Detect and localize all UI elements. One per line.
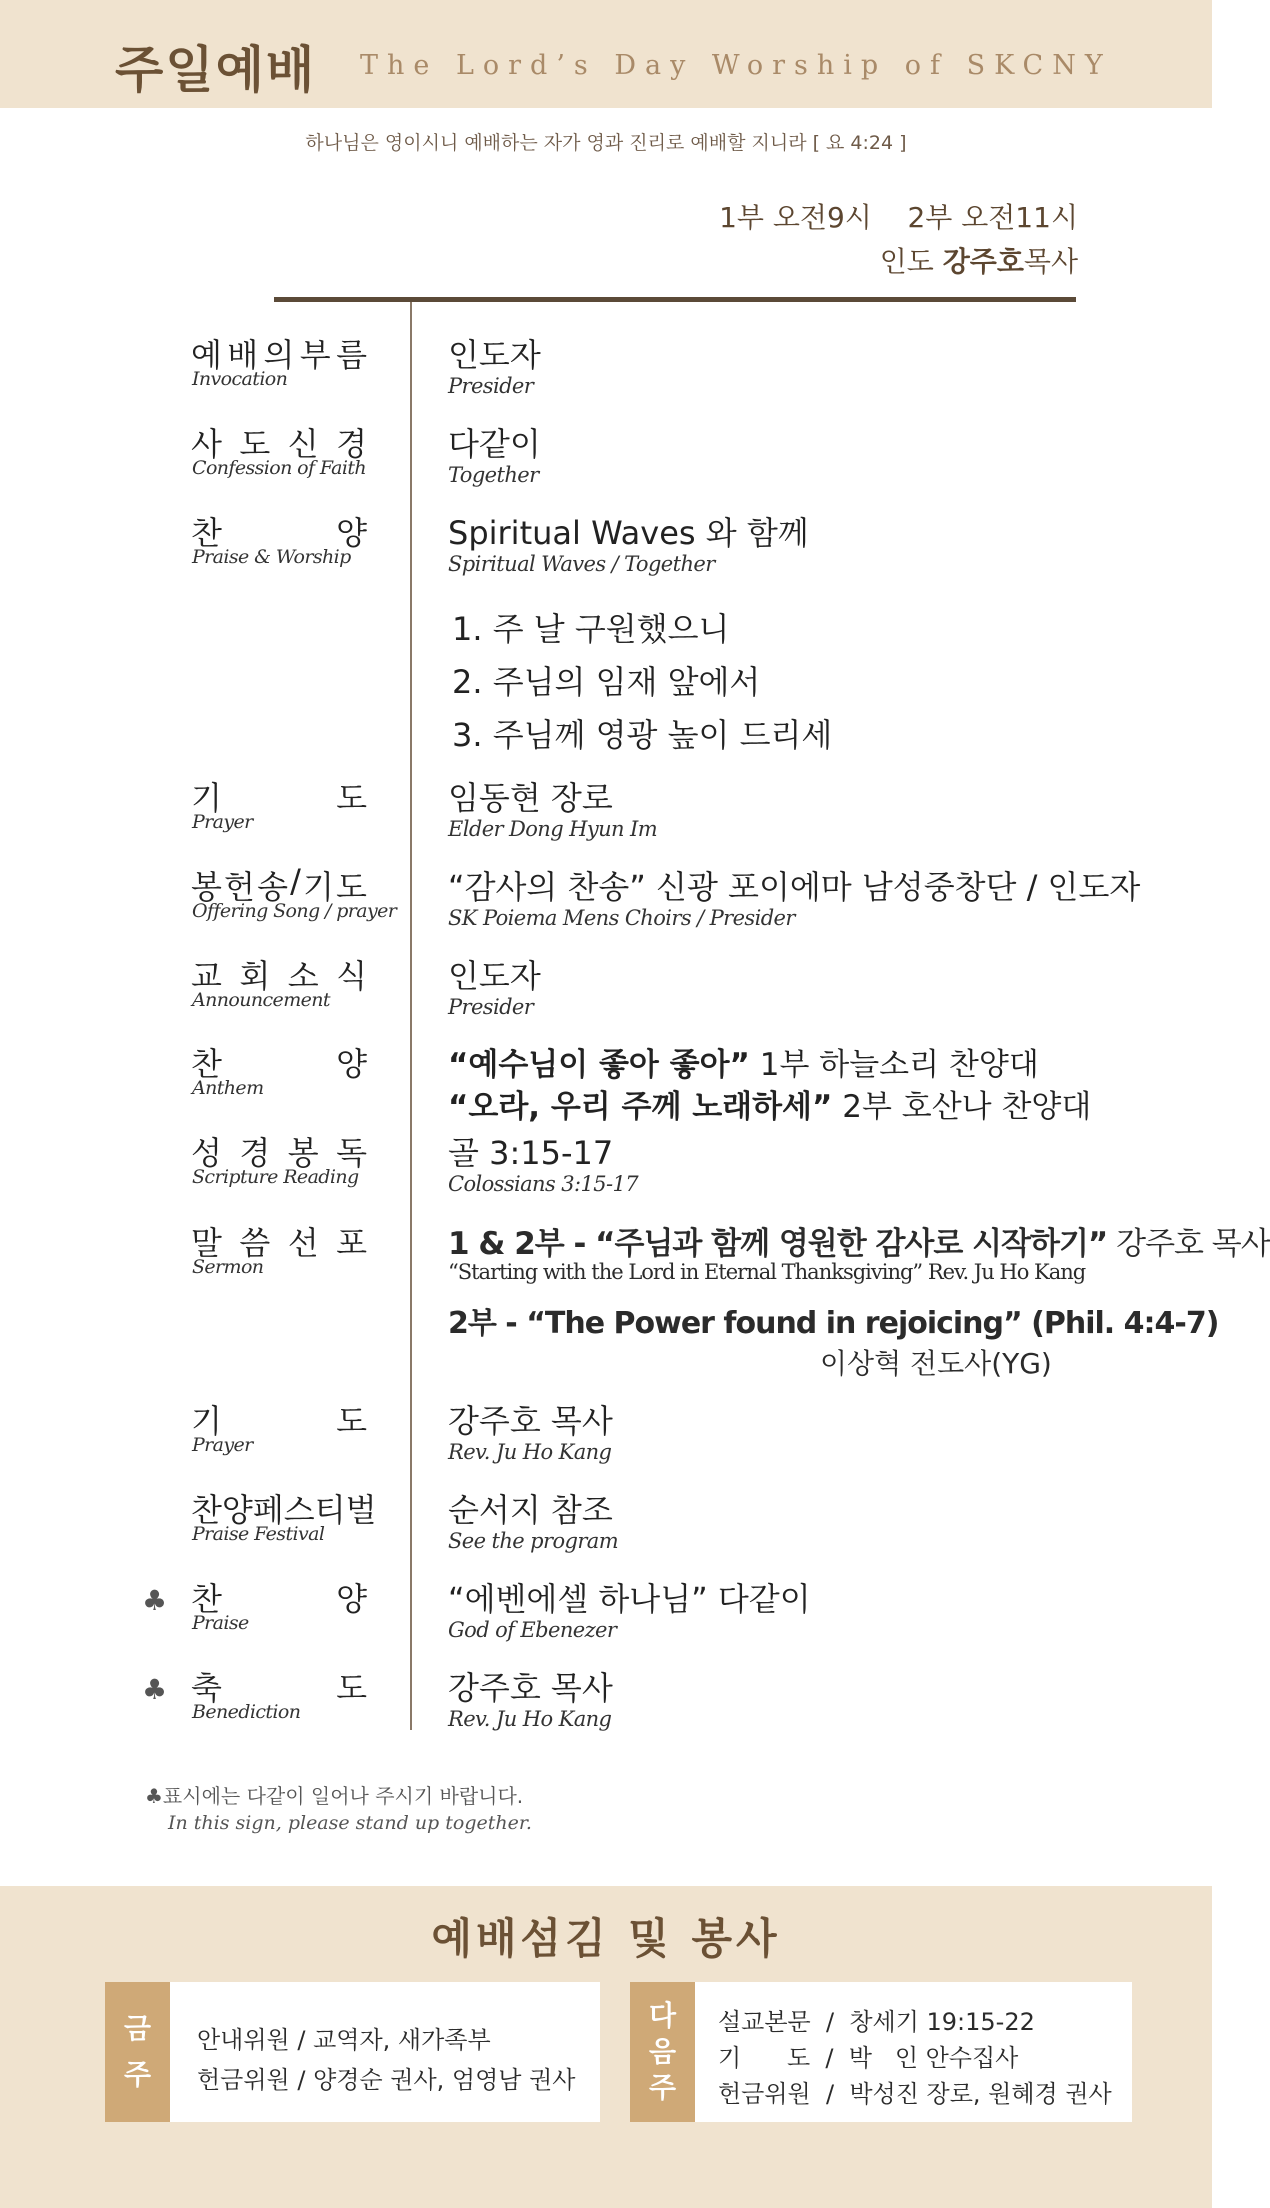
order-value-en: Presider bbox=[448, 374, 534, 398]
sermon-second-preacher: 이상혁 전도사(YG) bbox=[820, 1347, 1052, 1380]
order-value-en: Elder Dong Hyun Im bbox=[448, 817, 658, 841]
this-week-ushers: 안내위원 / 교역자, 새가족부 bbox=[197, 2026, 491, 2054]
order-label-char: 기 bbox=[191, 779, 222, 817]
order-label-en: Invocation bbox=[192, 368, 288, 390]
order-top-divider bbox=[274, 297, 1076, 302]
leader-prefix: 인도 bbox=[879, 245, 943, 278]
order-label-char: 찬 bbox=[191, 514, 222, 552]
order-label-char: 도 bbox=[239, 425, 271, 463]
order-label-char: 봉 bbox=[191, 868, 222, 906]
this-week-box bbox=[105, 1982, 600, 2122]
order-label-char: 예 bbox=[191, 336, 222, 374]
order-label-en: Anthem bbox=[192, 1077, 264, 1099]
order-label-char: 도 bbox=[336, 1402, 367, 1440]
order-label-char: 사 bbox=[191, 425, 222, 463]
order-value: 순서지 참조 bbox=[448, 1491, 613, 1529]
order-value-en: Together bbox=[448, 463, 539, 487]
page-subtitle: The Lord’s Day Worship of SKCNY bbox=[360, 50, 1112, 81]
service-time-line bbox=[719, 196, 1078, 240]
service-times bbox=[719, 196, 1078, 284]
order-label-char: 기 bbox=[302, 868, 334, 906]
anthem-title: “예수님이 좋아 좋아” bbox=[448, 1047, 750, 1083]
second-service-time: 2부 오전11시 bbox=[907, 201, 1078, 234]
order-label-char: 성 bbox=[191, 1134, 222, 1172]
order-label-char: 말 bbox=[191, 1224, 222, 1262]
song-item: 3. 주님께 영광 높이 드리세 bbox=[452, 716, 833, 754]
order-value-en: Spiritual Waves / Together bbox=[448, 552, 715, 576]
order-label-en: Offering Song / prayer bbox=[192, 900, 397, 922]
order-label-char: 기 bbox=[191, 1402, 222, 1440]
order-label-en: Prayer bbox=[192, 1434, 253, 1456]
order-label-char: 선 bbox=[287, 1224, 319, 1262]
order-label-char: 씀 bbox=[239, 1224, 271, 1262]
order-value: 인도자 bbox=[448, 957, 541, 995]
order-value-en: God of Ebenezer bbox=[448, 1618, 617, 1642]
order-label-char: 배 bbox=[227, 336, 259, 374]
order-label-char: 독 bbox=[336, 1134, 367, 1172]
order-value-en: Colossians 3:15-17 bbox=[448, 1172, 639, 1196]
order-label-char: 소 bbox=[287, 957, 319, 995]
order-label-char: 경 bbox=[336, 425, 367, 463]
order-label-char: 송 bbox=[257, 868, 288, 906]
order-value: 다같이 bbox=[448, 425, 541, 463]
order-value-en: Presider bbox=[448, 995, 534, 1019]
order-label-char: 의 bbox=[263, 336, 295, 374]
order-label-char: 양 bbox=[336, 1045, 367, 1083]
order-label-char: 름 bbox=[336, 336, 367, 374]
order-label-char: 찬 bbox=[191, 1491, 222, 1529]
sermon-title-en: “Starting with the Lord in Eternal Thanksgiving” Rev. Ju Ho Kang bbox=[448, 1260, 1086, 1284]
this-week-offering: 헌금위원 / 양경순 권사, 엄영남 권사 bbox=[197, 2066, 576, 2094]
stand-mark: ♣ bbox=[142, 1673, 168, 1706]
order-value: 인도자 bbox=[448, 336, 541, 374]
order-label-char: 신 bbox=[287, 425, 319, 463]
sermon-title: 1 & 2부 - “주님과 함께 영원한 감사로 시작하기” bbox=[448, 1226, 1108, 1262]
tag-char: 금 bbox=[123, 2012, 152, 2045]
order-label-en: Scripture Reading bbox=[192, 1166, 359, 1188]
order-value: “감사의 찬송” 신광 포이에마 남성중창단 / 인도자 bbox=[448, 868, 1141, 906]
service-section-title: 예배섬김 및 봉사 bbox=[431, 1914, 781, 1963]
order-label-en: Praise & Worship bbox=[192, 546, 351, 568]
sermon-second-title: 2부 - “The Power found in rejoicing” (Phil. 4:4-7) bbox=[448, 1306, 1219, 1341]
sermon-title-line bbox=[448, 1218, 1270, 1263]
order-label-en: Prayer bbox=[192, 811, 253, 833]
order-value: 강주호 목사 bbox=[448, 1669, 613, 1707]
order-label-char: 양 bbox=[221, 1491, 253, 1529]
page-title: 주일예배 bbox=[115, 41, 317, 99]
this-week-tag bbox=[105, 1982, 170, 2122]
order-label-en: Praise Festival bbox=[192, 1523, 325, 1545]
tag-char: 음 bbox=[648, 2035, 677, 2068]
order-label-en: Announcement bbox=[192, 989, 330, 1011]
order-label-char: 찬 bbox=[191, 1045, 222, 1083]
order-value: 임동현 장로 bbox=[448, 779, 613, 817]
order-label-char: 도 bbox=[336, 868, 367, 906]
order-label-char: 봉 bbox=[287, 1134, 319, 1172]
order-label-char: 양 bbox=[336, 514, 367, 552]
order-label-char: 교 bbox=[191, 957, 222, 995]
order-column-divider bbox=[410, 302, 412, 1730]
order-value-en: See the program bbox=[448, 1529, 619, 1553]
order-value: “에벤에셀 하나님” 다같이 bbox=[448, 1580, 811, 1618]
anthem-line-1 bbox=[448, 1039, 1039, 1084]
order-label-char: 티 bbox=[314, 1491, 346, 1529]
order-label-en: Benediction bbox=[192, 1701, 301, 1723]
order-value: Spiritual Waves 와 함께 bbox=[448, 514, 809, 552]
order-label-char: 페 bbox=[252, 1491, 284, 1529]
tag-char: 주 bbox=[648, 2071, 677, 2104]
song-item: 2. 주님의 임재 앞에서 bbox=[452, 663, 761, 701]
next-week-sermon-text: 설교본문 / 창세기 19:15-22 bbox=[718, 2008, 1035, 2036]
order-value-en: SK Poiema Mens Choirs / Presider bbox=[448, 906, 795, 930]
order-label-char: 도 bbox=[336, 779, 367, 817]
order-label-char: 경 bbox=[239, 1134, 271, 1172]
order-value-en: Rev. Ju Ho Kang bbox=[448, 1440, 612, 1464]
song-item: 1. 주 날 구원했으니 bbox=[452, 610, 730, 648]
order-value-en: Rev. Ju Ho Kang bbox=[448, 1707, 612, 1731]
next-week-tag bbox=[630, 1982, 695, 2122]
order-label-char: 회 bbox=[239, 957, 271, 995]
stand-note-en: In this sign, please stand up together. bbox=[168, 1812, 532, 1834]
order-label-char: 부 bbox=[299, 336, 331, 374]
order-label-char: 헌 bbox=[224, 868, 255, 906]
order-label-char: 포 bbox=[336, 1224, 367, 1262]
order-label-char: 찬 bbox=[191, 1580, 222, 1618]
order-label-char: 식 bbox=[336, 957, 367, 995]
order-label-char: 도 bbox=[336, 1669, 367, 1707]
order-label-char: 축 bbox=[191, 1669, 222, 1707]
order-label-char: 벌 bbox=[345, 1491, 377, 1529]
next-week-offering: 헌금위원 / 박성진 장로, 원혜경 권사 bbox=[718, 2080, 1112, 2108]
next-week-prayer: 기 도 / 박 인 안수집사 bbox=[718, 2044, 1019, 2072]
anthem-title: “오라, 우리 주께 노래하세” bbox=[448, 1089, 833, 1125]
order-label-en: Sermon bbox=[192, 1256, 264, 1278]
first-service-time: 1부 오전9시 bbox=[719, 201, 872, 234]
bible-verse: 하나님은 영이시니 예배하는 자가 영과 진리로 예배할 지니라 [ 요 4:24 ] bbox=[305, 132, 907, 154]
anthem-line-2 bbox=[448, 1081, 1091, 1126]
sermon-preacher: 강주호 목사 bbox=[1107, 1226, 1270, 1262]
order-value: 강주호 목사 bbox=[448, 1402, 613, 1440]
order-value: 골 3:15-17 bbox=[448, 1134, 614, 1172]
next-week-box bbox=[630, 1982, 1132, 2122]
order-label-char: / bbox=[290, 862, 301, 900]
tag-char: 다 bbox=[648, 1999, 677, 2032]
anthem-choir: 1부 하늘소리 찬양대 bbox=[749, 1047, 1039, 1083]
order-label-en: Confession of Faith bbox=[192, 457, 367, 479]
order-label-char: 양 bbox=[336, 1580, 367, 1618]
leader-line bbox=[719, 240, 1078, 284]
leader-name: 강주호 bbox=[942, 245, 1024, 278]
order-label-char: 스 bbox=[283, 1491, 315, 1529]
stand-note: ♣표시에는 다같이 일어나 주시기 바랍니다. bbox=[145, 1784, 524, 1808]
anthem-choir: 2부 호산나 찬양대 bbox=[832, 1089, 1092, 1125]
leader-title: 목사 bbox=[1023, 245, 1078, 278]
order-label-en: Praise bbox=[192, 1612, 249, 1634]
stand-mark: ♣ bbox=[142, 1584, 168, 1617]
tag-char: 주 bbox=[123, 2058, 152, 2091]
